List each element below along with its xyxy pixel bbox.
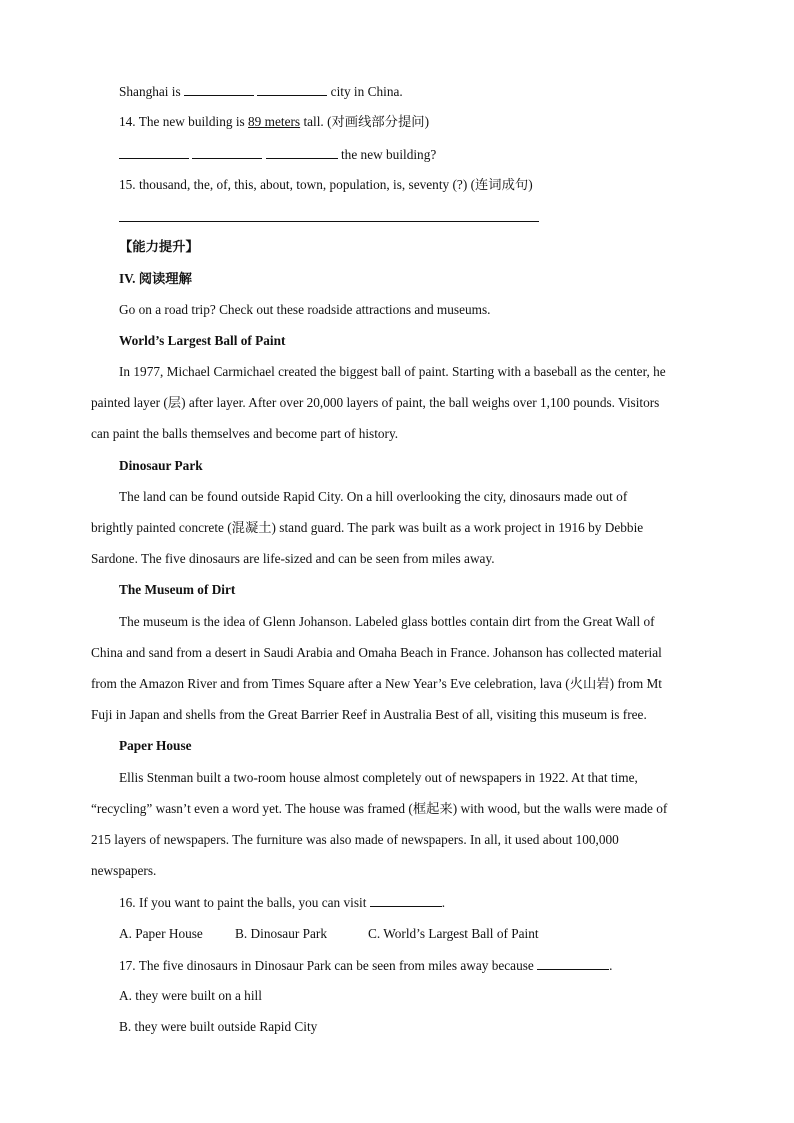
passage-heading: The Museum of Dirt: [119, 582, 236, 597]
option-c[interactable]: C. World’s Largest Ball of Paint: [368, 926, 539, 941]
q14-underlined: 89 meters: [248, 114, 301, 129]
passage-line: China and sand from a desert in Saudi Arabia and Omaha Beach in France. Johanson has collected material: [91, 645, 662, 660]
q14-pre: 14. The new building is: [119, 114, 245, 129]
q15-line: 15. thousand, the, of, this, about, town, population, is, seventy (?) (连词成句): [119, 177, 533, 192]
answer-blank[interactable]: [184, 82, 254, 96]
passage-line: Ellis Stenman built a two-room house almost completely out of newspapers in 1922. At that time,: [119, 770, 638, 785]
section-ability-heading: 【能力提升】: [119, 239, 199, 254]
option-a[interactable]: A. they were built on a hill: [119, 988, 262, 1003]
answer-blank[interactable]: [266, 145, 338, 159]
passage-heading: Dinosaur Park: [119, 458, 203, 473]
passage-line: Sardone. The five dinosaurs are life-sized and can be seen from miles away.: [91, 551, 495, 566]
option-b[interactable]: B. they were built outside Rapid City: [119, 1019, 318, 1034]
passage-heading: Paper House: [119, 738, 192, 753]
passage-line: “recycling” wasn’t even a word yet. The house was framed (框起来) with wood, but the walls were made of: [91, 801, 668, 816]
q16-stem-line: 16. If you want to paint the balls, you can visit .: [119, 895, 446, 910]
option-a[interactable]: A. Paper House: [119, 926, 203, 941]
option-b[interactable]: B. Dinosaur Park: [235, 926, 327, 941]
passage-line: The land can be found outside Rapid City. On a hill overlooking the city, dinosaurs made out of: [119, 489, 628, 504]
answer-blank[interactable]: [192, 145, 262, 159]
passage-line: painted layer (层) after layer. After over 20,000 layers of paint, the ball weighs over 1,100 pounds. Visitors: [91, 395, 660, 410]
q17-stem-line: 17. The five dinosaurs in Dinosaur Park can be seen from miles away because .: [119, 958, 613, 973]
passage-line: newspapers.: [91, 863, 157, 878]
passage-line: Fuji in Japan and shells from the Great Barrier Reef in Australia Best of all, visiting this museum is free.: [91, 707, 647, 722]
q13-pre: Shanghai is: [119, 84, 181, 99]
reading-intro: Go on a road trip? Check out these roadside attractions and museums.: [119, 302, 491, 317]
answer-blank[interactable]: [257, 82, 327, 96]
q14-answer-post: the new building?: [340, 147, 437, 162]
passage-line: The museum is the idea of Glenn Johanson. Labeled glass bottles contain dirt from the Great Wall of: [119, 614, 655, 629]
passage-line: from the Amazon River and from Times Square after a New Year’s Eve celebration, lava (火山岩) from Mt: [91, 676, 663, 691]
passage-line: can paint the balls themselves and become part of history.: [91, 426, 399, 441]
q14-post: tall. (对画线部分提问): [303, 114, 430, 129]
q15-answer-line[interactable]: [119, 221, 539, 222]
q14-answer-line: [119, 145, 702, 164]
section-reading-heading: IV. 阅读理解: [119, 271, 192, 286]
q13-post: city in China.: [330, 84, 403, 99]
answer-blank[interactable]: [119, 145, 189, 159]
passage-line: In 1977, Michael Carmichael created the biggest ball of paint. Starting with a baseball as the center, he: [119, 364, 666, 379]
q17-stem: 17. The five dinosaurs in Dinosaur Park can be seen from miles away because: [119, 958, 534, 973]
answer-blank[interactable]: [537, 956, 609, 970]
passage-line: 215 layers of newspapers. The furniture was also made of newspapers. In all, it used about 100,000: [91, 832, 619, 847]
answer-blank[interactable]: [370, 893, 442, 907]
passage-heading: World’s Largest Ball of Paint: [119, 333, 286, 348]
q14-line: [119, 113, 702, 131]
q16-options: [119, 925, 702, 943]
q13-line: [119, 82, 702, 101]
q16-stem: 16. If you want to paint the balls, you can visit: [119, 895, 367, 910]
passage-line: brightly painted concrete (混凝土) stand guard. The park was built as a work project in 1916 by Debbie: [91, 520, 644, 535]
